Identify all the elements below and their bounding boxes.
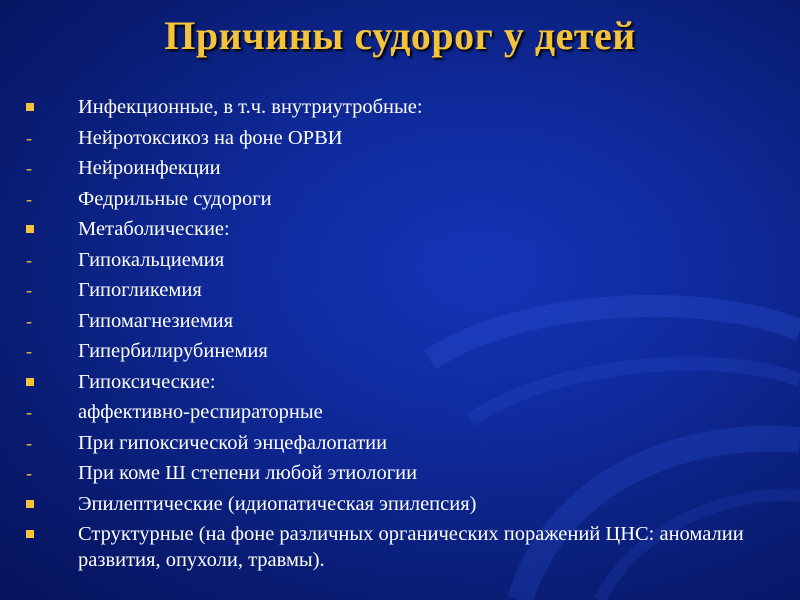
list-item-text: Инфекционные, в т.ч. внутриутробные: [78,96,423,118]
list-item [26,306,766,337]
list-item [26,184,766,215]
square-bullet-icon [26,103,34,111]
dash-bullet-icon: - [26,341,32,361]
dash-bullet-icon: - [26,127,32,148]
dash-bullet-icon: - [26,280,32,300]
dash-bullet-icon: - [26,249,32,270]
list-item-text: При гипоксической энцефалопатии [78,431,388,454]
list-item [26,336,766,367]
list-item [26,245,766,276]
square-bullet-icon [26,530,34,538]
list-item [26,489,766,520]
list-item-text: Гипокальциемия [78,248,225,271]
list-item-text: При коме Ш степени любой этиологии [78,462,418,484]
list-item-text: Гипоксические: [78,370,216,393]
list-item [26,214,766,245]
list-item-text: Эпилептические (идиопатическая эпилепсия) [78,492,477,515]
slide-title: Причины судорог у детей [164,13,636,58]
list-item [26,123,766,154]
list-item [26,153,766,184]
list-item-text: Гипербилирубинемия [78,340,268,362]
square-bullet-icon [26,225,34,233]
dash-bullet-icon: - [26,402,32,422]
list-item-text: аффективно-респираторные [78,401,323,423]
causes-list [26,92,766,573]
list-item-text: Гипомагнезиемия [78,309,234,332]
list-item [26,275,766,306]
list-item-text: Нейротоксикоз на фоне ОРВИ [78,126,343,149]
list-item-text: Нейроинфекции [78,157,221,179]
list-item-text: Федрильные судороги [78,187,272,210]
dash-bullet-icon: - [26,463,32,483]
list-item [26,397,766,428]
list-item [26,519,766,573]
list-item [26,458,766,489]
square-bullet-icon [26,500,34,508]
list-item-text: Структурные (на фоне различных органических поражений ЦНС: аномалии развития, опухоли, травмы). [78,523,744,571]
list-item-text: Гипогликемия [78,279,202,301]
list-item [26,92,766,123]
dash-bullet-icon: - [26,188,32,209]
square-bullet-icon [26,378,34,386]
list-item [26,428,766,459]
dash-bullet-icon: - [26,310,32,331]
list-item-text: Метаболические: [78,218,230,240]
dash-bullet-icon: - [26,158,32,178]
dash-bullet-icon: - [26,432,32,453]
list-item [26,367,766,398]
